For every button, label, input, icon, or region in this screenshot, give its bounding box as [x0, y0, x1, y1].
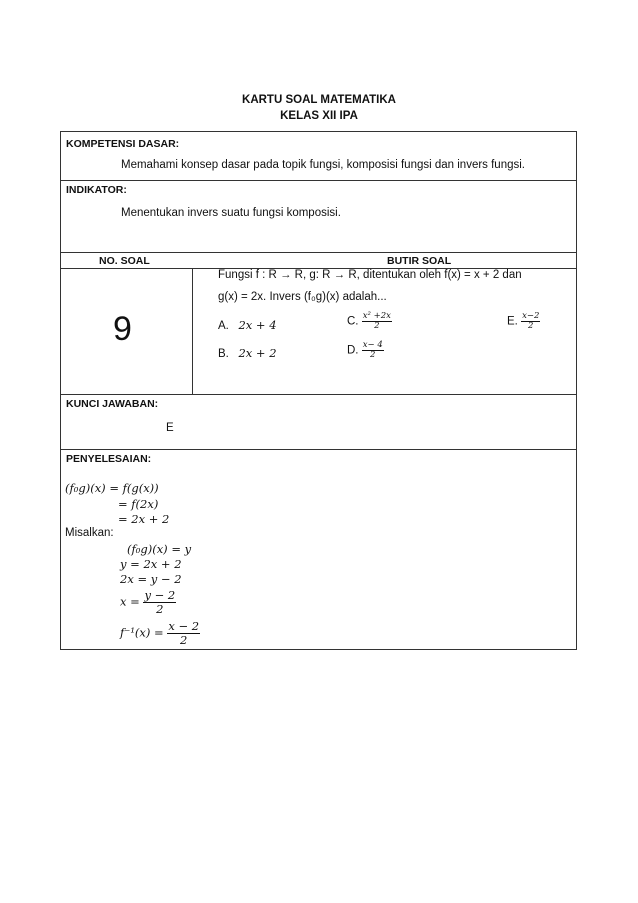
divider [61, 449, 576, 450]
solution-line-7-lhs: x = [120, 594, 140, 609]
misalkan-label: Misalkan: [65, 527, 114, 539]
divider [61, 394, 576, 395]
solution-line-3: = 2x + 2 [118, 512, 170, 526]
option-c-label: C. [347, 315, 359, 328]
option-e-denominator: 2 [528, 321, 534, 331]
solution-line-2: = f(2x) [118, 497, 159, 511]
solution-line-4: (f₀g)(x) = y [127, 542, 192, 556]
solution-line-8 [120, 620, 200, 647]
option-a [218, 318, 277, 332]
option-a-value: 2x + 4 [238, 318, 277, 332]
card-title: KARTU SOAL MATEMATIKA [242, 94, 396, 106]
solution-line-6: 2x = y − 2 [120, 572, 182, 586]
option-d-label: D. [347, 344, 359, 357]
divider [61, 180, 576, 181]
option-b-value: 2x + 2 [238, 346, 277, 360]
option-d-numerator: x− 4 [362, 340, 383, 350]
solution-line-7-denominator: 2 [156, 602, 164, 616]
option-e-numerator: x−2 [522, 311, 540, 321]
kompetensi-text: Memahami konsep dasar pada topik fungsi, komposisi fungsi dan invers fungsi. [121, 159, 525, 171]
kompetensi-label: KOMPETENSI DASAR: [66, 138, 180, 150]
solution-line-8-lhs: f⁻¹(x) = [120, 625, 164, 640]
option-e-label: E. [507, 315, 518, 328]
option-a-label: A. [218, 320, 229, 332]
col-no-soal: NO. SOAL [99, 255, 150, 267]
solution-line-8-numerator: x − 2 [168, 619, 200, 633]
solution-line-5: y = 2x + 2 [120, 557, 182, 571]
col-butir-soal: BUTIR SOAL [387, 255, 452, 267]
option-c-numerator: x² +2x [362, 311, 391, 321]
solution-line-1: (f₀g)(x) = f(g(x)) [65, 481, 159, 495]
divider [61, 252, 576, 253]
option-c [347, 312, 392, 331]
option-b-label: B. [218, 348, 229, 360]
option-c-denominator: 2 [374, 321, 380, 331]
question-number: 9 [113, 310, 132, 348]
question-line-1: Fungsi f : R → R, g: R → R, ditentukan oleh f(x) = x + 2 dan [218, 269, 522, 281]
indikator-label: INDIKATOR: [66, 184, 127, 196]
card-subtitle: KELAS XII IPA [280, 110, 358, 122]
indikator-text: Menentukan invers suatu fungsi komposisi. [121, 207, 341, 219]
option-d-denominator: 2 [370, 350, 376, 360]
option-e [507, 312, 540, 331]
solution-line-8-denominator: 2 [180, 633, 188, 647]
kunci-label: KUNCI JAWABAN: [66, 398, 159, 410]
solution-line-7-numerator: y − 2 [144, 588, 176, 602]
kunci-answer: E [166, 422, 174, 434]
option-d [347, 341, 384, 360]
question-card [60, 131, 577, 650]
question-line-2: g(x) = 2x. Invers (f₀g)(x) adalah... [218, 291, 387, 303]
column-divider [192, 268, 193, 394]
option-b [218, 346, 277, 360]
solution-line-7 [120, 589, 176, 616]
penyelesaian-label: PENYELESAIAN: [66, 453, 152, 465]
